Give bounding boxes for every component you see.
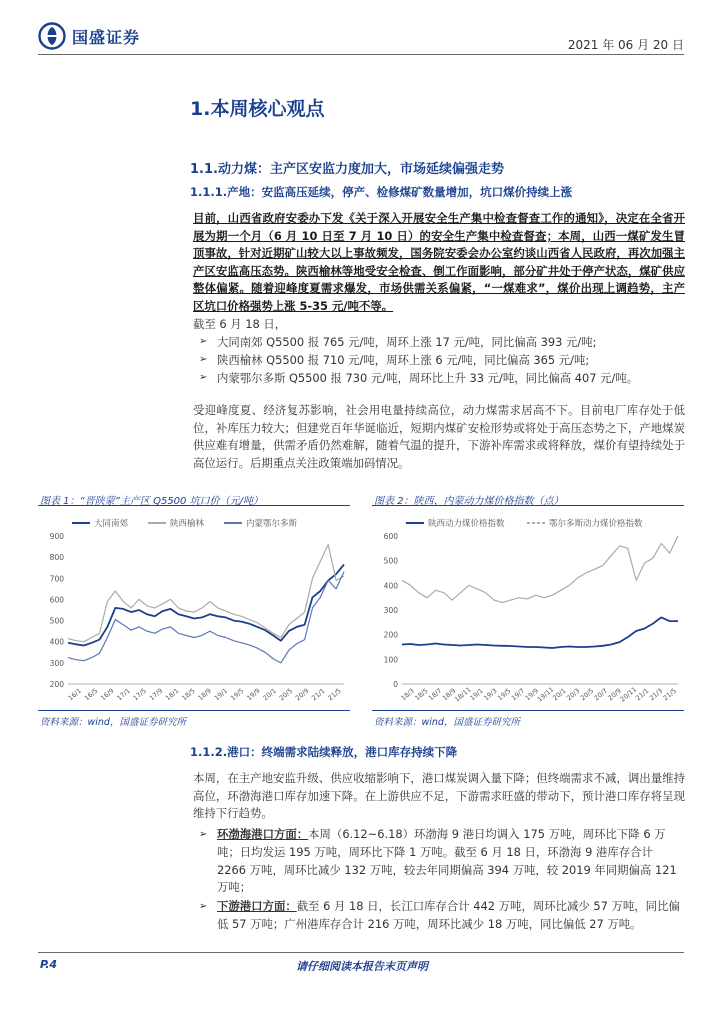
- port-section-title: 1.1.2.港口：终端需求陆续释放，港口库存持续下降: [190, 745, 458, 759]
- y-tick-label: 800: [49, 553, 64, 563]
- x-tick-label: 21/1: [634, 686, 651, 703]
- x-tick-label: 17/1: [115, 686, 132, 703]
- arrow-bullet-icon: ➢: [199, 829, 208, 840]
- list-item: [193, 333, 685, 351]
- y-tick-label: 300: [383, 606, 398, 615]
- arrow-bullet-icon: ➢: [199, 354, 208, 365]
- x-tick-label: 19/7: [509, 686, 527, 703]
- figure-1-chart: [38, 512, 350, 708]
- x-tick-label: 18/7: [427, 686, 444, 703]
- x-tick-label: 19/1: [468, 686, 485, 703]
- list-item: [193, 369, 685, 387]
- legend-label: 鄂尔多斯动力煤价格指数: [549, 519, 643, 529]
- x-tick-label: 19/9: [523, 686, 540, 703]
- logo-mark-icon: [38, 22, 66, 50]
- figure-1-bottom-rule: [38, 710, 350, 711]
- figure-2-top-rule: [372, 505, 684, 506]
- x-tick-label: 20/7: [592, 686, 609, 703]
- x-tick-label: 20/3: [565, 686, 582, 703]
- y-tick-label: 500: [49, 616, 64, 626]
- arrow-bullet-icon: ➢: [199, 901, 208, 913]
- x-tick-label: 20/1: [261, 686, 278, 703]
- header-divider: [38, 54, 684, 55]
- x-tick-label: 16/5: [82, 686, 100, 703]
- x-tick-label: 18/5: [180, 686, 197, 703]
- list-item: [193, 898, 685, 934]
- x-tick-label: 20/11: [618, 685, 639, 704]
- x-tick-label: 17/5: [131, 686, 148, 703]
- y-tick-label: 600: [383, 532, 398, 541]
- figure-2-chart: [372, 512, 684, 708]
- legend-label: 内蒙鄂尔多斯: [246, 519, 298, 529]
- x-tick-label: 16/9: [99, 686, 116, 703]
- x-tick-label: 17/9: [147, 686, 165, 703]
- x-tick-label: 20/1: [551, 686, 568, 703]
- page-header: [0, 0, 724, 62]
- x-tick-label: 19/5: [496, 686, 513, 703]
- bullet-lead: 下游港口方面：: [217, 899, 297, 914]
- bullet-text: 截至 6 月 18 日，长江口库存合计 442 万吨，周环比减少 57 万吨，同比偏低 57 万吨；广州港库存合计 216 万吨，周环比减少 18 万吨，同比偏低 27 万吨。: [217, 899, 680, 931]
- series-line-2: [402, 536, 678, 603]
- price-item-text: 陕西榆林 Q5500 报 710 元/吨，周环上涨 6 元/吨，同比偏高 365 元/吨;: [217, 353, 590, 367]
- list-item: [193, 351, 685, 369]
- series-line-3: [68, 572, 344, 663]
- section-title: 1.本周核心观点: [190, 98, 325, 120]
- x-tick-label: 19/9: [245, 686, 262, 703]
- bullet-lead: 环渤海港口方面：: [217, 827, 309, 841]
- page-number: P.4: [40, 958, 58, 971]
- legend-label: 陕西榆林: [170, 519, 205, 529]
- y-tick-label: 200: [49, 680, 64, 689]
- list-item: [193, 826, 685, 897]
- x-tick-label: 20/9: [606, 686, 623, 703]
- x-tick-label: 18/11: [453, 685, 473, 704]
- arrow-bullet-icon: ➢: [199, 372, 208, 383]
- x-tick-label: 18/9: [440, 686, 458, 703]
- x-tick-label: 18/1: [164, 686, 181, 703]
- report-date: 2021 年 06 月 20 日: [567, 38, 684, 52]
- footer-divider: [38, 952, 684, 953]
- figure-1-top-rule: [38, 505, 350, 506]
- x-tick-label: 19/1: [212, 686, 230, 703]
- figure-1-title: 图表 1：“晋陕蒙”主产区 Q5500 坑口价（元/吨）: [40, 496, 263, 507]
- port-intro-paragraph: 本周，在主产地安监升级、供应收缩影响下，港口煤炭调入量下降；但终端需求不减，调出量维持高位，环渤海港口库存加速下降。在上游供应不足，下游需求旺盛的带动下，预计港口库存将呈现维持下行趋势。: [193, 771, 685, 820]
- bullet-text: 本周（6.12~6.18）环渤海 9 港日均调入 175 万吨，周环比下降 6 万吨；日均发运 195 万吨，周环比下降 1 万吨。截至 6 月 18 日，环渤海 9 港库存合计 2266 万吨，周环比减少 132 万吨，较去年同期偏高 394 万吨，较 2019 年同期偏高 121 万吨；: [217, 827, 677, 895]
- y-tick-label: 900: [49, 532, 64, 541]
- x-tick-label: 16/1: [66, 686, 83, 703]
- x-tick-label: 20/9: [293, 686, 311, 703]
- y-tick-label: 100: [383, 655, 398, 665]
- logo-text: 国盛证券: [72, 27, 141, 47]
- x-tick-label: 20/5: [578, 686, 596, 703]
- x-tick-label: 19/11: [535, 685, 556, 704]
- figure-2-title: 图表 2：陕西、内蒙动力煤价格指数（点）: [374, 496, 564, 507]
- x-tick-label: 21/1: [310, 686, 327, 703]
- y-tick-label: 700: [49, 574, 64, 584]
- y-tick-label: 600: [49, 595, 64, 605]
- key-paragraph-text: 目前，山西省政府安委办下发《关于深入开展安全生产集中检查督查工作的通知》，决定在全省开展为期一个月（6 月 10 日至 7 月 10 日）的安全生产集中检查督查；本周，山西一煤矿发生冒顶事故，针对近期矿山较大以上事故频发，国务院安委会办公室约谈山西省人民政府，再次加强主产区安监高压态势。陕西榆林等地受安全检查、倒工作面影响，部分矿井处于停产状态，煤矿供应整体偏紧。随着迎峰度夏需求爆发，市场供需关系偏紧，“一煤难求”，煤价出现上调趋势，主产区坑口价格强势上涨 5-35 元/吨不等。: [193, 211, 685, 313]
- x-tick-label: 18/9: [196, 686, 213, 703]
- x-tick-label: 20/5: [277, 686, 295, 703]
- x-tick-label: 19/3: [482, 686, 499, 703]
- series-line-2: [68, 545, 344, 642]
- footer-disclaimer: 请仔细阅读本报告末页声明: [296, 960, 428, 973]
- price-item-text: 大同南郊 Q5500 报 765 元/吨，周环上涨 17 元/吨，同比偏高 393 元/吨;: [217, 335, 597, 349]
- y-tick-label: 300: [49, 658, 64, 668]
- legend-label: 陕西动力煤价格指数: [428, 519, 505, 529]
- subsubsection-title: 1.1.1.产地：安监高压延续，停产、检修煤矿数量增加，坑口煤价持续上涨: [190, 185, 573, 199]
- figure-2-bottom-rule: [372, 710, 684, 711]
- y-tick-label: 400: [383, 581, 398, 591]
- y-tick-label: 400: [49, 637, 64, 647]
- price-list: [193, 333, 685, 387]
- x-tick-label: 18/5: [413, 686, 430, 703]
- x-tick-label: 18/3: [399, 686, 416, 703]
- figure-2-source: 资料来源：wind，国盛证券研究所: [374, 717, 520, 728]
- y-tick-label: 500: [383, 556, 398, 566]
- x-tick-label: 21/5: [661, 686, 678, 703]
- subsection-title: 1.1.动力煤：主产区安监力度加大，市场延续偏强走势: [190, 162, 504, 177]
- price-item-text: 内蒙鄂尔多斯 Q5500 报 730 元/吨，周环比上升 33 元/吨，同比偏高 407 元/吨。: [217, 371, 639, 385]
- series-line-1: [402, 617, 678, 648]
- key-paragraph: [193, 210, 685, 315]
- figure-1-source: 资料来源：wind，国盛证券研究所: [40, 717, 186, 728]
- y-tick-label: 0: [393, 680, 398, 689]
- legend-label: 大同南郊: [94, 519, 129, 529]
- port-list: [193, 826, 685, 934]
- x-tick-label: 19/5: [229, 686, 246, 703]
- outlook-paragraph: 受迎峰度夏、经济复苏影响，社会用电量持续高位，动力煤需求居高不下。目前电厂库存处于低位，补库压力较大；但建党百年华诞临近，短期内煤矿安检形势或将处于高压态势之下，产地煤炭供应难有增量，供需矛盾仍然难解，随着气温的提升，下游补库需求或将释放，煤价有望持续处于高位运行。后期重点关注政策端加码情况。: [193, 403, 685, 470]
- y-tick-label: 200: [383, 630, 398, 640]
- x-tick-label: 21/3: [647, 686, 665, 703]
- as-of-line: 截至 6 月 18 日，: [193, 317, 287, 331]
- arrow-bullet-icon: ➢: [199, 336, 208, 347]
- x-tick-label: 21/5: [326, 686, 343, 703]
- brand-logo: [38, 22, 140, 50]
